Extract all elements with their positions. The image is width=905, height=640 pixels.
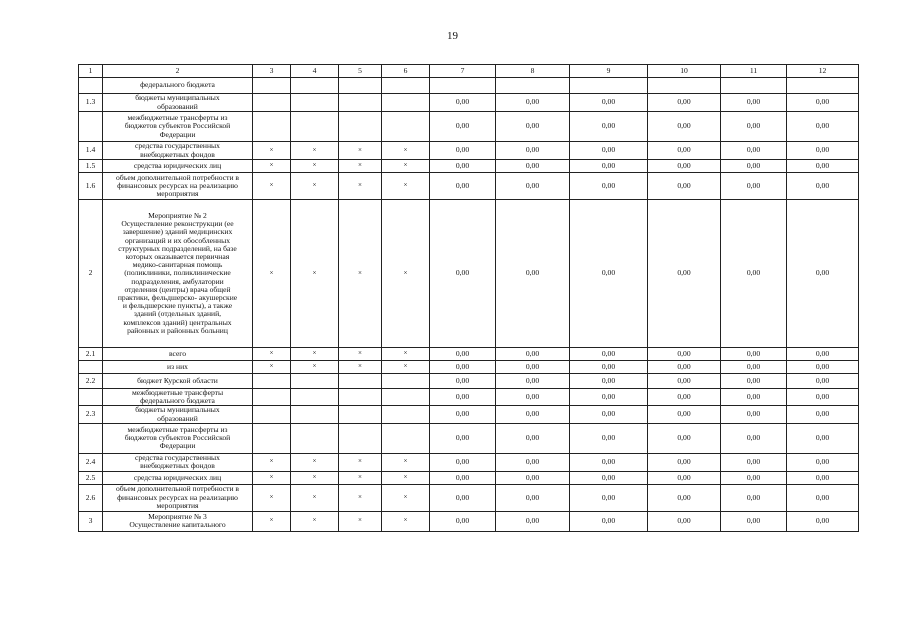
- value-cell-12: 0,00: [787, 471, 859, 484]
- cell-c3: [253, 94, 291, 112]
- value-cell-11: 0,00: [721, 389, 787, 406]
- value-cell-10: 0,00: [648, 348, 721, 361]
- cell-c4: [291, 112, 339, 142]
- row-name-text: средства государственных внебюджетных фондов: [135, 141, 220, 159]
- row-name: [103, 361, 253, 374]
- cell-c4: [291, 94, 339, 112]
- value-cell-12: 0,00: [787, 173, 859, 200]
- value-cell-11: 0,00: [721, 160, 787, 173]
- value-cell-10: 0,00: [648, 112, 721, 142]
- value-cell-8: 0,00: [496, 389, 570, 406]
- cell-c3: ×: [253, 142, 291, 160]
- table-row: [79, 160, 859, 173]
- row-name: [103, 173, 253, 200]
- value-cell-11: 0,00: [721, 471, 787, 484]
- column-header-10: 10: [648, 65, 721, 78]
- cell-c5: [339, 423, 382, 453]
- cell-c4: ×: [291, 511, 339, 531]
- cell-c4: ×: [291, 453, 339, 471]
- cell-c6: [382, 112, 430, 142]
- row-number: 2.4: [79, 453, 103, 471]
- value-cell-11: 0,00: [721, 173, 787, 200]
- value-cell-8: 0,00: [496, 423, 570, 453]
- value-cell-8: 0,00: [496, 94, 570, 112]
- value-cell-9: 0,00: [570, 173, 648, 200]
- row-number: 2.5: [79, 471, 103, 484]
- value-cell-12: 0,00: [787, 484, 859, 511]
- value-cell-9: 0,00: [570, 389, 648, 406]
- value-cell-12: 0,00: [787, 361, 859, 374]
- row-number: 1.5: [79, 160, 103, 173]
- cell-c6: ×: [382, 361, 430, 374]
- row-name-text: всего: [168, 348, 187, 358]
- column-header-6: 6: [382, 65, 430, 78]
- value-cell-10: 0,00: [648, 423, 721, 453]
- row-name-text: межбюджетные трансферты из бюджетов субъектов Российской Федерации: [124, 113, 231, 139]
- value-cell-10: 0,00: [648, 173, 721, 200]
- cell-c5: ×: [339, 348, 382, 361]
- column-header-3: 3: [253, 65, 291, 78]
- cell-c5: [339, 374, 382, 389]
- value-cell-8: 0,00: [496, 406, 570, 423]
- row-number: 1.3: [79, 94, 103, 112]
- cell-c3: ×: [253, 511, 291, 531]
- value-cell-7: 0,00: [430, 453, 496, 471]
- row-name: [103, 389, 253, 406]
- value-cell-11: 0,00: [721, 94, 787, 112]
- row-number: 1.6: [79, 173, 103, 200]
- row-name-text: федерального бюджета: [140, 80, 215, 90]
- cell-c6: ×: [382, 471, 430, 484]
- cell-c6: ×: [382, 348, 430, 361]
- value-cell-7: 0,00: [430, 374, 496, 389]
- value-cell-7: 0,00: [430, 112, 496, 142]
- cell-c5: ×: [339, 361, 382, 374]
- row-number: 2.2: [79, 374, 103, 389]
- cell-c3: ×: [253, 160, 291, 173]
- cell-c5: [339, 389, 382, 406]
- cell-c4: ×: [291, 348, 339, 361]
- value-cell-10: 0,00: [648, 511, 721, 531]
- row-number: [79, 78, 103, 94]
- row-name-text: межбюджетные трансферты из бюджетов субъектов Российской Федерации: [124, 424, 231, 451]
- table-row: [79, 361, 859, 374]
- column-header-12: 12: [787, 65, 859, 78]
- value-cell-12: 0,00: [787, 389, 859, 406]
- row-number: 2.3: [79, 406, 103, 423]
- value-cell-11: 0,00: [721, 348, 787, 361]
- cell-c4: [291, 78, 339, 94]
- column-header-1: 1: [79, 65, 103, 78]
- cell-c4: ×: [291, 471, 339, 484]
- table-row: [79, 423, 859, 453]
- row-name: [103, 142, 253, 160]
- row-name: [103, 423, 253, 453]
- value-cell-7: [430, 78, 496, 94]
- value-cell-9: 0,00: [570, 348, 648, 361]
- table-row: [79, 142, 859, 160]
- table-row: [79, 406, 859, 423]
- cell-c6: [382, 94, 430, 112]
- value-cell-12: 0,00: [787, 406, 859, 423]
- row-name-text: средства юридических лиц: [133, 472, 222, 482]
- value-cell-8: 0,00: [496, 361, 570, 374]
- cell-c4: ×: [291, 361, 339, 374]
- value-cell-11: [721, 78, 787, 94]
- table-header-row: [79, 65, 859, 78]
- value-cell-9: 0,00: [570, 511, 648, 531]
- value-cell-12: 0,00: [787, 348, 859, 361]
- cell-c4: ×: [291, 484, 339, 511]
- row-name-text: из них: [167, 361, 188, 371]
- value-cell-12: 0,00: [787, 511, 859, 531]
- cell-c5: ×: [339, 200, 382, 348]
- table-row: [79, 511, 859, 531]
- value-cell-12: 0,00: [787, 423, 859, 453]
- column-header-4: 4: [291, 65, 339, 78]
- value-cell-11: 0,00: [721, 200, 787, 348]
- value-cell-8: 0,00: [496, 160, 570, 173]
- cell-c3: ×: [253, 348, 291, 361]
- value-cell-9: 0,00: [570, 160, 648, 173]
- column-header-5: 5: [339, 65, 382, 78]
- row-name: [103, 94, 253, 112]
- table-row: [79, 78, 859, 94]
- value-cell-11: 0,00: [721, 511, 787, 531]
- row-name-text: Мероприятие № 3 Осуществление капитального: [129, 512, 226, 530]
- value-cell-8: 0,00: [496, 112, 570, 142]
- row-name-text: бюджет Курской области: [137, 375, 218, 385]
- cell-c3: [253, 406, 291, 423]
- row-name-text: бюджеты муниципальных образований: [135, 93, 220, 111]
- cell-c5: ×: [339, 453, 382, 471]
- cell-c5: ×: [339, 511, 382, 531]
- row-name-text: объем дополнительной потребности в финансовых ресурсах на реализацию мероприятия: [115, 484, 240, 510]
- row-number: 1.4: [79, 142, 103, 160]
- value-cell-9: 0,00: [570, 484, 648, 511]
- table-row: [79, 200, 859, 348]
- cell-c5: ×: [339, 484, 382, 511]
- cell-c5: ×: [339, 160, 382, 173]
- value-cell-10: 0,00: [648, 453, 721, 471]
- value-cell-7: 0,00: [430, 173, 496, 200]
- value-cell-9: 0,00: [570, 200, 648, 348]
- cell-c3: ×: [253, 200, 291, 348]
- cell-c4: [291, 406, 339, 423]
- value-cell-8: [496, 78, 570, 94]
- value-cell-10: 0,00: [648, 484, 721, 511]
- cell-c4: ×: [291, 173, 339, 200]
- cell-c5: [339, 78, 382, 94]
- value-cell-9: 0,00: [570, 423, 648, 453]
- row-name-text: объем дополнительной потребности в финансовых ресурсах на реализацию мероприятия: [115, 172, 240, 199]
- value-cell-7: 0,00: [430, 94, 496, 112]
- row-number: [79, 361, 103, 374]
- cell-c6: [382, 389, 430, 406]
- cell-c3: ×: [253, 471, 291, 484]
- value-cell-7: 0,00: [430, 423, 496, 453]
- row-name: [103, 78, 253, 94]
- row-number: 3: [79, 511, 103, 531]
- cell-c3: [253, 112, 291, 142]
- table-row: [79, 94, 859, 112]
- value-cell-10: 0,00: [648, 160, 721, 173]
- value-cell-7: 0,00: [430, 471, 496, 484]
- cell-c6: ×: [382, 200, 430, 348]
- budget-table: [78, 64, 859, 532]
- value-cell-12: 0,00: [787, 94, 859, 112]
- cell-c4: [291, 374, 339, 389]
- cell-c4: ×: [291, 142, 339, 160]
- cell-c5: [339, 406, 382, 423]
- value-cell-7: 0,00: [430, 361, 496, 374]
- table-row: [79, 173, 859, 200]
- cell-c6: [382, 78, 430, 94]
- value-cell-7: 0,00: [430, 200, 496, 348]
- cell-c4: [291, 389, 339, 406]
- value-cell-10: 0,00: [648, 374, 721, 389]
- value-cell-7: 0,00: [430, 484, 496, 511]
- row-name: [103, 112, 253, 142]
- cell-c5: [339, 94, 382, 112]
- value-cell-12: 0,00: [787, 160, 859, 173]
- column-header-2: 2: [103, 65, 253, 78]
- value-cell-7: 0,00: [430, 511, 496, 531]
- cell-c6: ×: [382, 173, 430, 200]
- cell-c3: ×: [253, 453, 291, 471]
- value-cell-8: 0,00: [496, 511, 570, 531]
- value-cell-9: 0,00: [570, 471, 648, 484]
- value-cell-12: 0,00: [787, 200, 859, 348]
- value-cell-10: [648, 78, 721, 94]
- value-cell-9: 0,00: [570, 112, 648, 142]
- value-cell-9: 0,00: [570, 374, 648, 389]
- value-cell-8: 0,00: [496, 374, 570, 389]
- value-cell-7: 0,00: [430, 348, 496, 361]
- value-cell-10: 0,00: [648, 200, 721, 348]
- value-cell-8: 0,00: [496, 200, 570, 348]
- value-cell-7: 0,00: [430, 160, 496, 173]
- cell-c6: [382, 374, 430, 389]
- row-number: 2.6: [79, 484, 103, 511]
- value-cell-9: 0,00: [570, 361, 648, 374]
- value-cell-10: 0,00: [648, 94, 721, 112]
- table-row: [79, 453, 859, 471]
- cell-c3: [253, 374, 291, 389]
- page-number: 19: [447, 30, 458, 42]
- row-number: 2: [79, 200, 103, 348]
- row-name: [103, 160, 253, 173]
- value-cell-10: 0,00: [648, 471, 721, 484]
- cell-c5: ×: [339, 142, 382, 160]
- row-name: [103, 406, 253, 423]
- table-row: [79, 112, 859, 142]
- value-cell-11: 0,00: [721, 112, 787, 142]
- value-cell-9: 0,00: [570, 94, 648, 112]
- row-name-text: межбюджетные трансферты федерального бюджета: [131, 388, 224, 406]
- row-name: [103, 484, 253, 511]
- row-number: [79, 112, 103, 142]
- value-cell-8: 0,00: [496, 453, 570, 471]
- cell-c3: [253, 423, 291, 453]
- value-cell-8: 0,00: [496, 471, 570, 484]
- row-name: [103, 511, 253, 531]
- cell-c3: ×: [253, 173, 291, 200]
- cell-c4: [291, 423, 339, 453]
- cell-c6: ×: [382, 484, 430, 511]
- cell-c6: ×: [382, 453, 430, 471]
- value-cell-11: 0,00: [721, 361, 787, 374]
- value-cell-9: 0,00: [570, 453, 648, 471]
- cell-c6: ×: [382, 511, 430, 531]
- value-cell-9: [570, 78, 648, 94]
- value-cell-9: 0,00: [570, 142, 648, 160]
- cell-c3: ×: [253, 484, 291, 511]
- value-cell-8: 0,00: [496, 484, 570, 511]
- value-cell-7: 0,00: [430, 406, 496, 423]
- row-number: [79, 423, 103, 453]
- cell-c4: ×: [291, 160, 339, 173]
- table-row: [79, 471, 859, 484]
- column-header-11: 11: [721, 65, 787, 78]
- value-cell-11: 0,00: [721, 453, 787, 471]
- table-row: [79, 348, 859, 361]
- column-header-8: 8: [496, 65, 570, 78]
- row-name-text: средства юридических лиц: [133, 160, 222, 170]
- value-cell-11: 0,00: [721, 406, 787, 423]
- cell-c6: ×: [382, 160, 430, 173]
- cell-c5: ×: [339, 471, 382, 484]
- row-name: [103, 453, 253, 471]
- table-row: [79, 389, 859, 406]
- table-row: [79, 374, 859, 389]
- row-name: [103, 374, 253, 389]
- value-cell-12: 0,00: [787, 112, 859, 142]
- table-body: [79, 78, 859, 532]
- value-cell-8: 0,00: [496, 348, 570, 361]
- row-name: [103, 200, 253, 348]
- row-name: [103, 471, 253, 484]
- value-cell-12: 0,00: [787, 453, 859, 471]
- cell-c3: [253, 78, 291, 94]
- value-cell-11: 0,00: [721, 484, 787, 511]
- value-cell-9: 0,00: [570, 406, 648, 423]
- value-cell-12: 0,00: [787, 142, 859, 160]
- cell-c5: [339, 112, 382, 142]
- value-cell-8: 0,00: [496, 173, 570, 200]
- column-header-9: 9: [570, 65, 648, 78]
- column-header-7: 7: [430, 65, 496, 78]
- cell-c3: [253, 389, 291, 406]
- value-cell-12: [787, 78, 859, 94]
- value-cell-12: 0,00: [787, 374, 859, 389]
- row-name-text: бюджеты муниципальных образований: [135, 405, 220, 423]
- row-name: [103, 348, 253, 361]
- row-name-text: Мероприятие № 2 Осуществление реконструкции (ее завершение) зданий медицинских организаций и их обособленных структурных подразделений, на базе которых оказывается первичная медико-санитарная помощь (поликлиники, поликлинические подразделения, амбулатории отделения (центры) врача общей практики, фельдшерско- акушерские и фельдшерские пункты), а также зданий (отдельных зданий, комплексов зданий) центральных районных и районных больниц: [117, 211, 238, 335]
- value-cell-10: 0,00: [648, 406, 721, 423]
- cell-c6: ×: [382, 142, 430, 160]
- cell-c3: ×: [253, 361, 291, 374]
- value-cell-11: 0,00: [721, 142, 787, 160]
- value-cell-11: 0,00: [721, 423, 787, 453]
- cell-c6: [382, 406, 430, 423]
- value-cell-7: 0,00: [430, 389, 496, 406]
- cell-c5: ×: [339, 173, 382, 200]
- value-cell-11: 0,00: [721, 374, 787, 389]
- row-number: 2.1: [79, 348, 103, 361]
- cell-c4: ×: [291, 200, 339, 348]
- row-number: [79, 389, 103, 406]
- value-cell-10: 0,00: [648, 389, 721, 406]
- table-row: [79, 484, 859, 511]
- value-cell-8: 0,00: [496, 142, 570, 160]
- value-cell-7: 0,00: [430, 142, 496, 160]
- value-cell-10: 0,00: [648, 361, 721, 374]
- row-name-text: средства государственных внебюджетных фондов: [135, 453, 220, 471]
- cell-c6: [382, 423, 430, 453]
- value-cell-10: 0,00: [648, 142, 721, 160]
